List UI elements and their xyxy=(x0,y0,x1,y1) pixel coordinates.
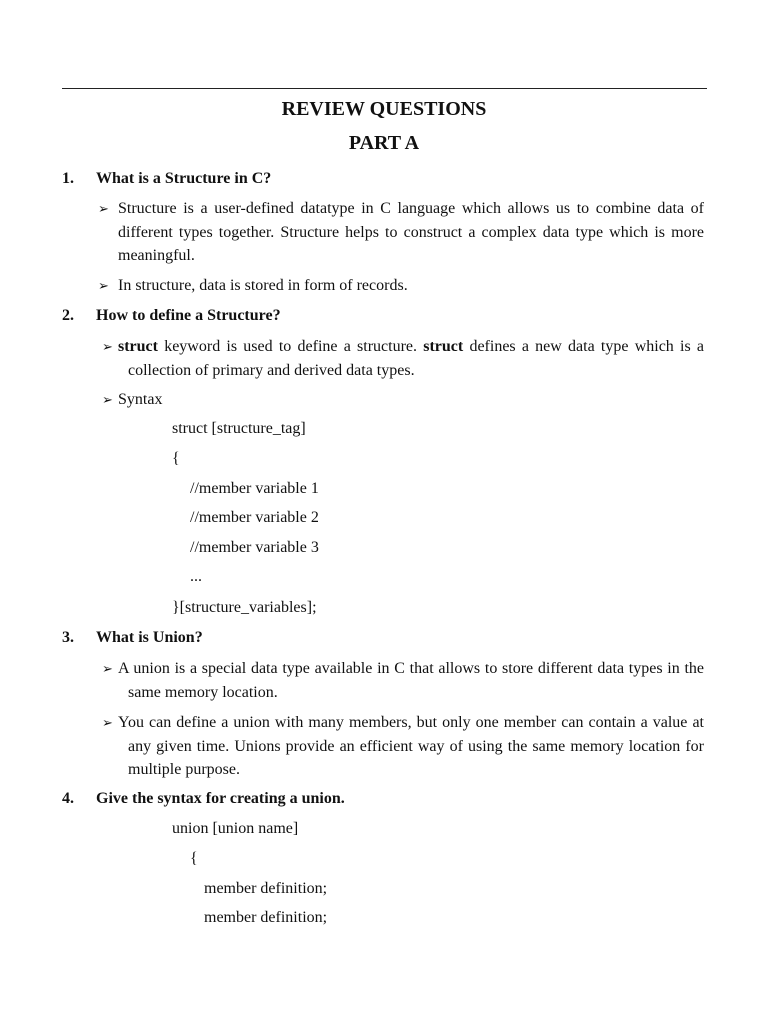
code-line: //member variable 2 xyxy=(190,509,319,526)
code-line: union [union name] xyxy=(172,820,299,837)
keyword: struct xyxy=(118,338,158,355)
header-rule xyxy=(62,88,707,89)
bullet-text: Syntax xyxy=(118,391,163,408)
bullet-text-part: defines a new data type which is a collection of primary and derived data types. xyxy=(128,338,705,379)
code-line: member definition; xyxy=(204,909,328,926)
question-number: 2. xyxy=(62,307,74,324)
answer-bullet xyxy=(102,711,704,782)
arrow-bullet-icon: ➢ xyxy=(102,661,113,676)
section-title: PART A xyxy=(348,132,420,154)
answer-bullet xyxy=(102,335,704,382)
bullet-text: A union is a special data type available in C that allows to store different data types in the same memory location. xyxy=(118,660,704,701)
code-line: member definition; xyxy=(204,880,328,897)
question-text: How to define a Structure? xyxy=(96,307,281,324)
page-title: REVIEW QUESTIONS xyxy=(281,98,487,120)
code-line: { xyxy=(190,850,198,867)
arrow-bullet-icon: ➢ xyxy=(98,201,109,216)
bullet-text: You can define a union with many members, but only one member can contain a value at any given time. Unions provide an efficient way of using the same memory location for multiple purpose. xyxy=(118,714,704,778)
code-line: struct [structure_tag] xyxy=(172,420,306,437)
question-text: Give the syntax for creating a union. xyxy=(96,790,345,807)
bullet-text: In structure, data is stored in form of records. xyxy=(118,277,408,294)
question-text: What is a Structure in C? xyxy=(96,170,272,187)
code-line: //member variable 3 xyxy=(190,539,319,556)
arrow-bullet-icon: ➢ xyxy=(98,278,109,293)
answer-bullet xyxy=(98,197,704,268)
arrow-bullet-icon: ➢ xyxy=(102,339,113,354)
question-number: 4. xyxy=(62,790,74,807)
code-line: ... xyxy=(190,568,202,585)
bullet-text: Structure is a user-defined datatype in C language which allows us to combine data of different types together. Structure helps to construct a complex data type which is more meaningful. xyxy=(118,200,704,264)
question-number: 1. xyxy=(62,170,74,187)
answer-bullet xyxy=(102,388,704,412)
code-line: //member variable 1 xyxy=(190,480,319,497)
code-line: }[structure_variables]; xyxy=(172,599,317,616)
code-line: { xyxy=(172,450,180,467)
question-number: 3. xyxy=(62,629,74,646)
answer-bullet xyxy=(102,657,704,704)
bullet-text xyxy=(102,335,704,382)
arrow-bullet-icon: ➢ xyxy=(102,392,113,407)
answer-bullet xyxy=(98,274,704,298)
keyword: struct xyxy=(423,338,464,355)
bullet-text-part: keyword is used to define a structure. xyxy=(157,338,424,355)
arrow-bullet-icon: ➢ xyxy=(102,715,113,730)
question-text: What is Union? xyxy=(96,629,203,646)
